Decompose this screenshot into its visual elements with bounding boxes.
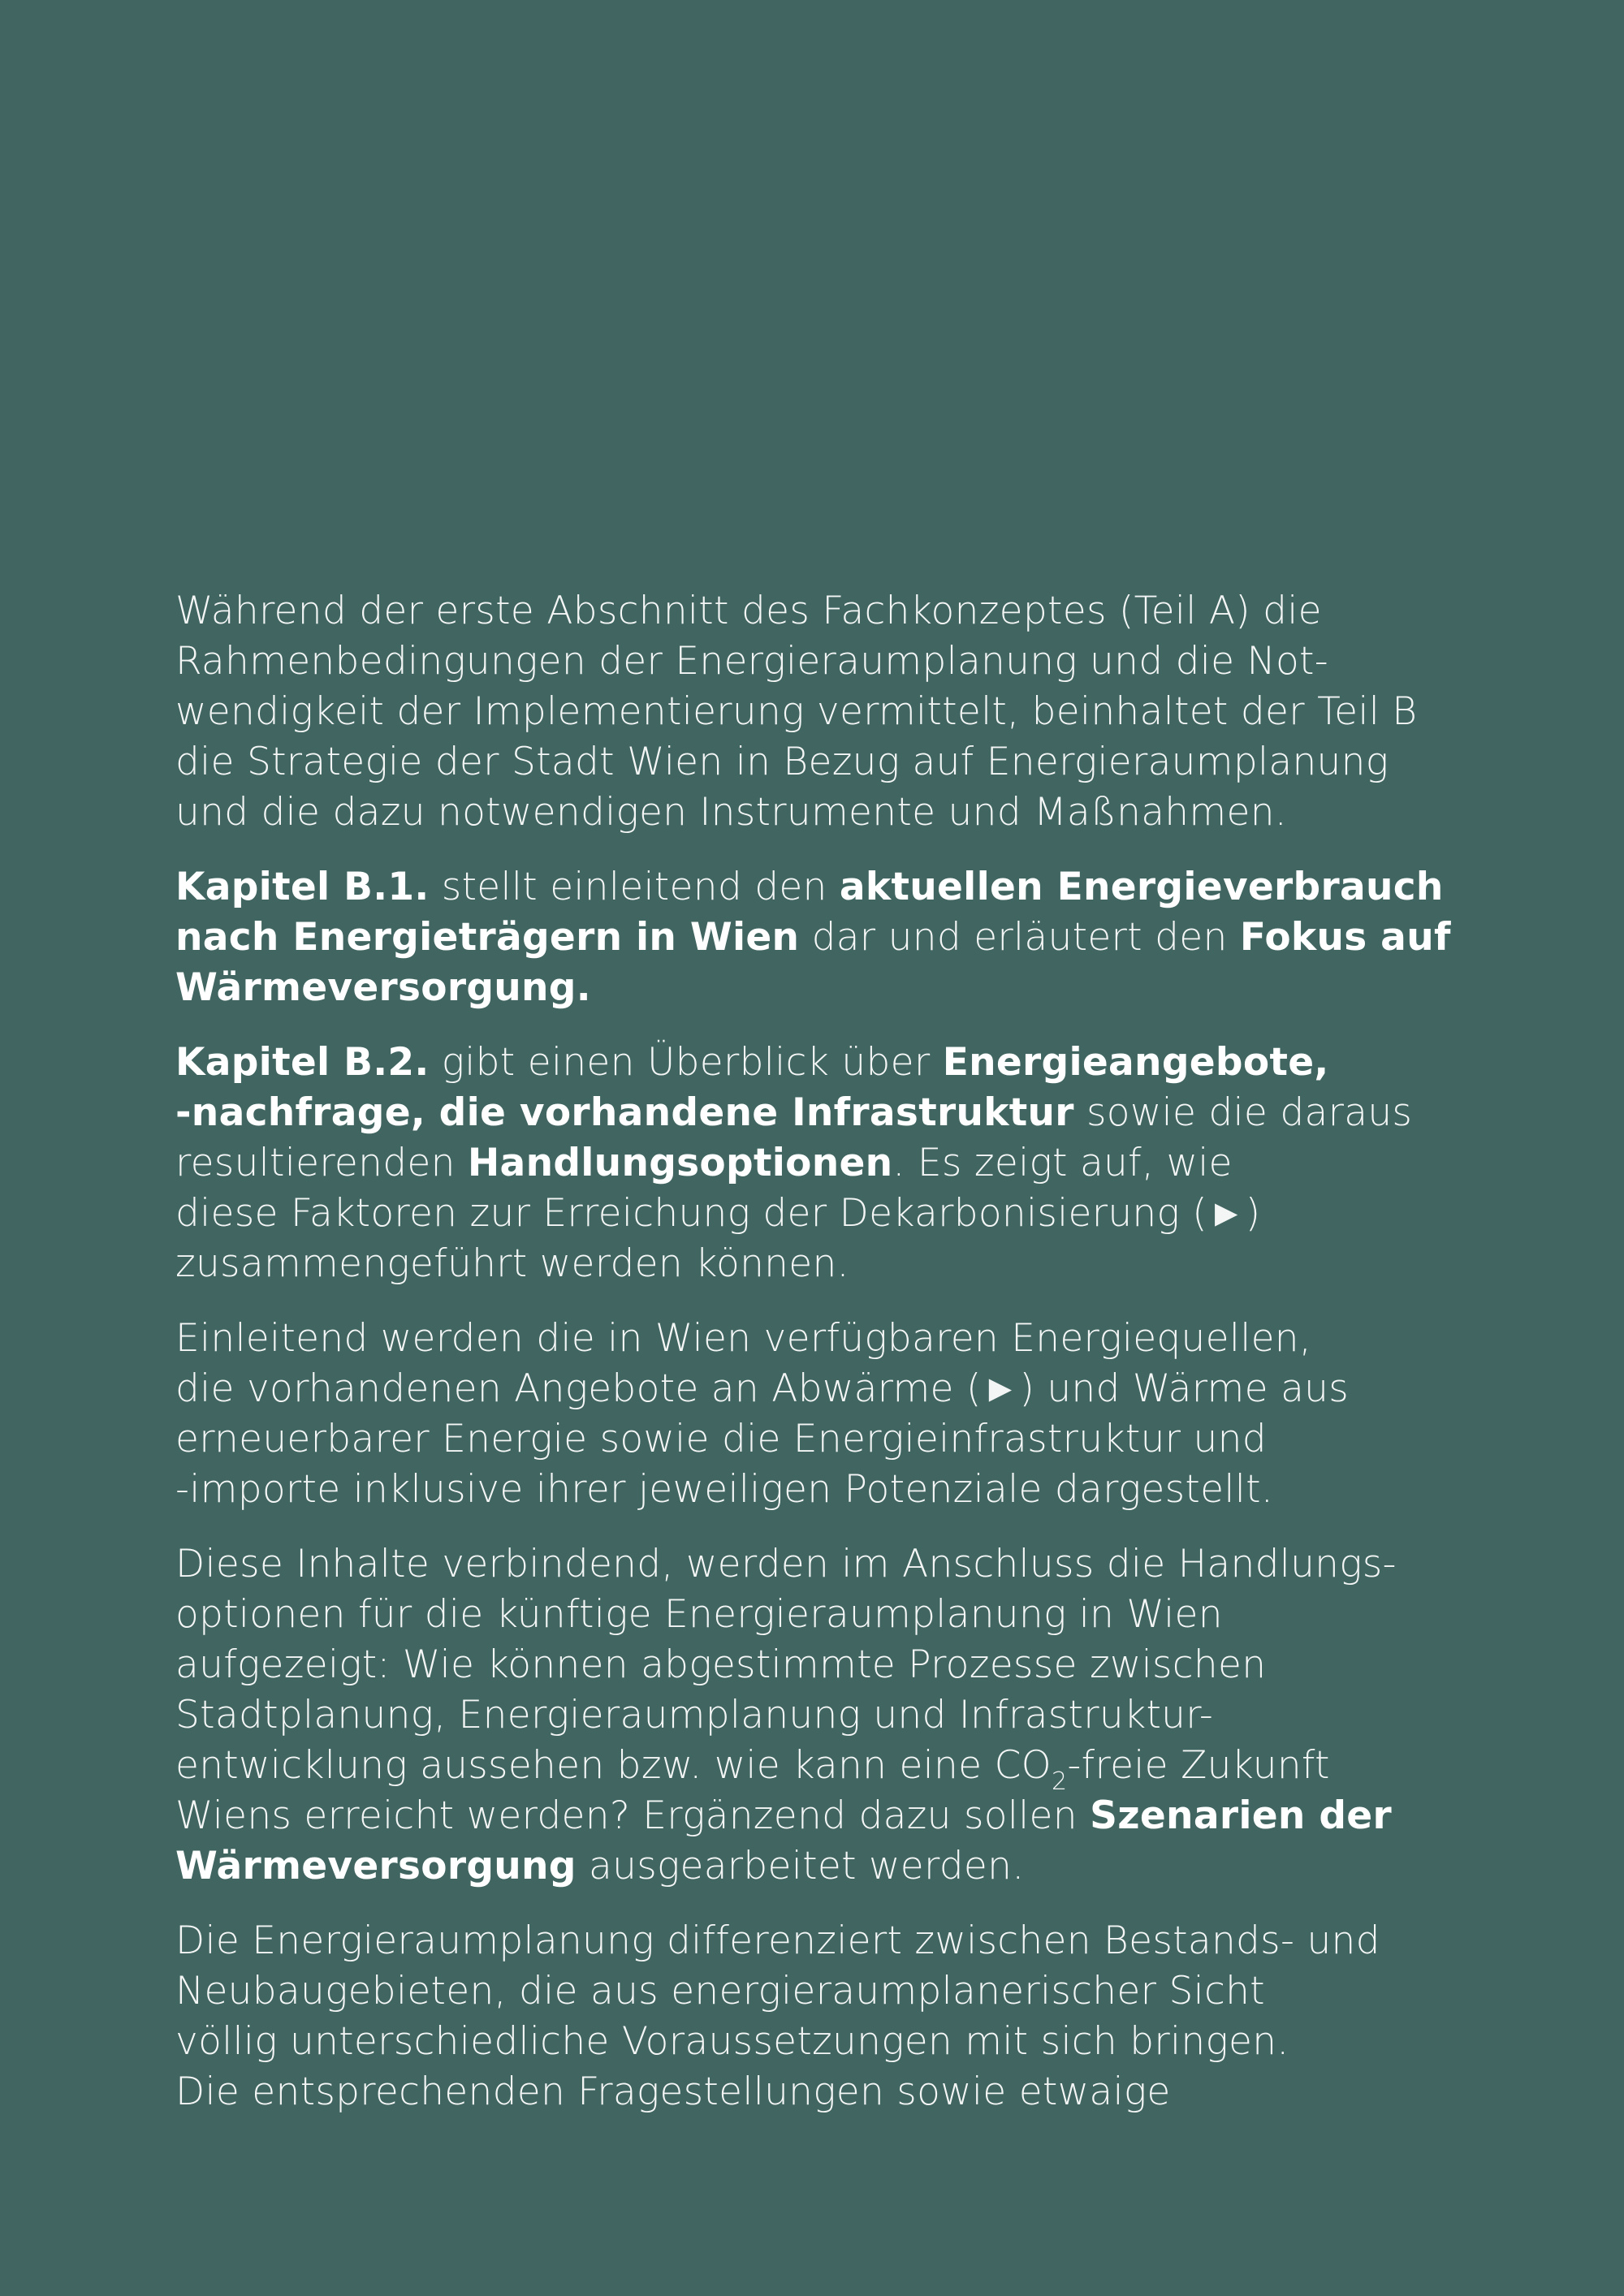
text-line: die vorhandenen Angebote an Abwärme (►) und Wärme aus (175, 1366, 1350, 1411)
text-span: sowie die daraus (1073, 1090, 1413, 1135)
text-span: Wiens erreicht werden? Ergänzend dazu sollen (175, 1793, 1091, 1838)
text-line (175, 1841, 1475, 1892)
bold-text: Handlungsoptionen (467, 1141, 893, 1185)
subscript: 2 (1051, 1767, 1068, 1796)
text-line: wendigkeit der Implementierung vermittelt, beinhaltet der Teil B (175, 689, 1418, 734)
bold-text: Energieangebote, (942, 1040, 1329, 1085)
text-line: optionen für die künftige Energieraumplanung in Wien (175, 1592, 1223, 1637)
paragraph-options (175, 1539, 1475, 1892)
text-line: Die Energieraumplanung differenziert zwischen Bestands- und (175, 1918, 1380, 1963)
text-line (175, 1791, 1475, 1841)
text-span: entwicklung aussehen bzw. wie kann eine CO (175, 1743, 1052, 1788)
text-line (175, 1038, 1475, 1088)
text-line: Einleitend werden die in Wien verfügbaren Energiequellen, (175, 1316, 1312, 1361)
bold-text: Wärmeversorgung (175, 1844, 577, 1888)
paragraph-energy-sources (175, 1314, 1475, 1515)
text-line: diese Faktoren zur Erreichung der Dekarbonisierung (►) (175, 1191, 1261, 1236)
paragraph-chapter-b2 (175, 1038, 1475, 1289)
text-line (175, 1138, 1475, 1189)
text-line: die Strategie der Stadt Wien in Bezug auf Energieraumplanung (175, 740, 1389, 784)
text-line (175, 862, 1475, 913)
paragraph-chapter-b1 (175, 862, 1475, 1013)
text-line (175, 1741, 1475, 1796)
bold-text: nach Energieträgern in Wien (175, 915, 800, 960)
text-span: dar und erläutert den (799, 915, 1240, 960)
text-line: -importe inklusive ihrer jeweiligen Potenziale dargestellt. (175, 1467, 1274, 1512)
text-span: resultierenden (175, 1141, 468, 1185)
text-span: stellt einleitend den (429, 865, 840, 909)
text-line: Neubaugebieten, die aus energieraumplanerischer Sicht (175, 1969, 1265, 2013)
text-span: gibt einen Überblick über (429, 1040, 943, 1085)
text-line: Rahmenbedingungen der Energieraumplanung und die Not- (175, 639, 1329, 684)
text-line: Die entsprechenden Fragestellungen sowie etwaige (175, 2069, 1171, 2114)
text-span: . Es zeigt auf, wie (892, 1141, 1233, 1185)
bold-text: Kapitel B.2. (175, 1040, 430, 1085)
text-line: Diese Inhalte verbindend, werden im Anschluss die Handlungs- (175, 1542, 1397, 1586)
paragraph-differentiation (175, 1916, 1475, 2117)
bold-text: aktuellen Energieverbrauch (839, 865, 1444, 909)
text-line: Während der erste Abschnitt des Fachkonzeptes (Teil A) die (175, 589, 1322, 633)
text-line (175, 963, 1475, 1013)
bold-text: Fokus auf (1239, 915, 1451, 960)
paragraph-intro (175, 586, 1475, 838)
text-line: erneuerbarer Energie sowie die Energieinfrastruktur und (175, 1417, 1267, 1461)
text-line: aufgezeigt: Wie können abgestimmte Prozesse zwischen (175, 1642, 1267, 1687)
text-line: völlig unterschiedliche Voraussetzungen mit sich bringen. (175, 2019, 1289, 2064)
body-text (175, 586, 1475, 2142)
text-line (175, 1088, 1475, 1138)
bold-text: -nachfrage, die vorhandene Infrastruktur (175, 1090, 1074, 1135)
text-line (175, 913, 1475, 963)
bold-text: Kapitel B.1. (175, 865, 430, 909)
bold-text: Wärmeversorgung. (175, 965, 591, 1010)
text-line: und die dazu notwendigen Instrumente und Maßnahmen. (175, 790, 1288, 835)
text-span: -freie Zukunft (1067, 1743, 1330, 1788)
text-span: ausgearbeitet werden. (576, 1844, 1025, 1888)
bold-text: Szenarien der (1090, 1793, 1392, 1838)
text-line: Stadtplanung, Energieraumplanung und Infrastruktur- (175, 1693, 1214, 1737)
text-line: zusammengeführt werden können. (175, 1241, 849, 1286)
